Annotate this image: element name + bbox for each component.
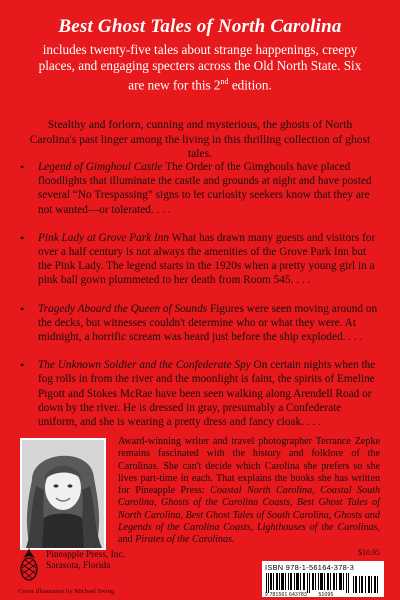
bio-book-list: Coastal North Carolina, Coastal South Carolina, Ghosts of the Carolina Coasts, Best Ghost Tales of North Carolina, Best Ghost Tales of South Carolina, Ghosts and Legends of the Carolina Coasts, Lighthouses of the Carolinas,	[118, 485, 380, 534]
subtitle-text: includes twenty-five tales about strange happenings, creepy places, and engaging specters across the Old North State. Six are new for this 2	[38, 42, 362, 93]
publisher-line-1: Pineapple Press, Inc.	[46, 550, 126, 560]
bullet-icon: •	[20, 358, 25, 373]
barcode-addon-icon	[351, 573, 379, 593]
intro-paragraph: Stealthy and forlorn, cunning and mysterious, the ghosts of North Carolina's past linger among the living in this thrilling collection of ghost tales.	[29, 118, 371, 160]
bullet-icon: •	[20, 301, 25, 316]
author-portrait-icon	[22, 440, 104, 548]
barcode-number: 9 781561 643783	[265, 592, 307, 598]
tale-item	[20, 358, 380, 429]
tale-text: Figures were seen moving around on the decks, but witnesses couldn't determine who or what they were. At midnight, a horrific scream was heard just before the ship exploded. . . .	[38, 302, 378, 344]
tale-text: The Order of the Gimghouls have placed floodlights that illuminate the castle and grounds at night and have posted several “No Trespassing” signs to let curiosity seekers know that they are not wanted—or tolerated. . . .	[38, 161, 372, 216]
tale-title: Tragedy Aboard the Queen of Sounds	[38, 302, 208, 315]
price-label: $10.95	[358, 548, 380, 557]
bullet-icon: •	[20, 160, 25, 174]
book-title: Best Ghost Tales of North Carolina	[58, 16, 342, 37]
barcode	[265, 573, 381, 593]
tales-list	[20, 160, 380, 443]
tale-text: On certain nights when the fog rolls in from the river and the moonlight is faint, the spirits of Emeline Pigott and Stokes McRae have been seen walking along Arendell Road or down by the river. He is dressed in gray, presumably a Confederate uniform, and she is wearing a pretty dress and fancy cloak. . . .	[38, 359, 376, 429]
book-subtitle	[35, 42, 365, 93]
subtitle-superscript: nd	[220, 77, 229, 86]
pineapple-logo-icon	[18, 546, 40, 582]
tale-item	[20, 231, 380, 288]
tale-title: The Unknown Soldier and the Confederate Spy	[38, 359, 251, 372]
tale-item	[20, 302, 380, 345]
isbn-label: ISBN 978-1-56164-378-3	[265, 563, 355, 572]
bio-conjunction: and	[118, 534, 136, 546]
publisher-line-2: Sarasota, Florida	[46, 561, 111, 571]
bio-text: Award-winning writer and travel photographer Terrance Zepke remains fascinated with the history and folklore of the Carolinas. She can't decide which Carolina she prefers so she lives part-time in each. That explains the books she has written for Pineapple Press:	[118, 436, 380, 497]
author-photo	[20, 438, 106, 550]
tale-text: What has drawn many guests and visitors for over a half century is not always the amenities of the Grove Park Inn but the Pink Lady. The legend starts in the 1920s when a pretty young girl in a pink ball gown plummeted to her death from Room 545. . . .	[38, 231, 376, 287]
author-bio	[118, 436, 380, 547]
cover-credit: Cover illustration by Michael Swing	[18, 588, 115, 595]
bio-last-book: Pirates of the Carolinas.	[135, 534, 235, 546]
barcode-main-icon	[265, 573, 351, 593]
bullet-icon: •	[20, 230, 25, 245]
tale-title: Pink Lady at Grove Park Inn	[38, 231, 170, 244]
barcode-box	[262, 561, 384, 597]
addon-number: 51095	[318, 592, 334, 598]
publisher-name	[46, 550, 125, 572]
tale-item	[20, 160, 380, 217]
header	[0, 16, 400, 93]
tale-title: Legend of Gimghoul Castle	[38, 161, 163, 173]
subtitle-ending: edition.	[228, 77, 272, 93]
